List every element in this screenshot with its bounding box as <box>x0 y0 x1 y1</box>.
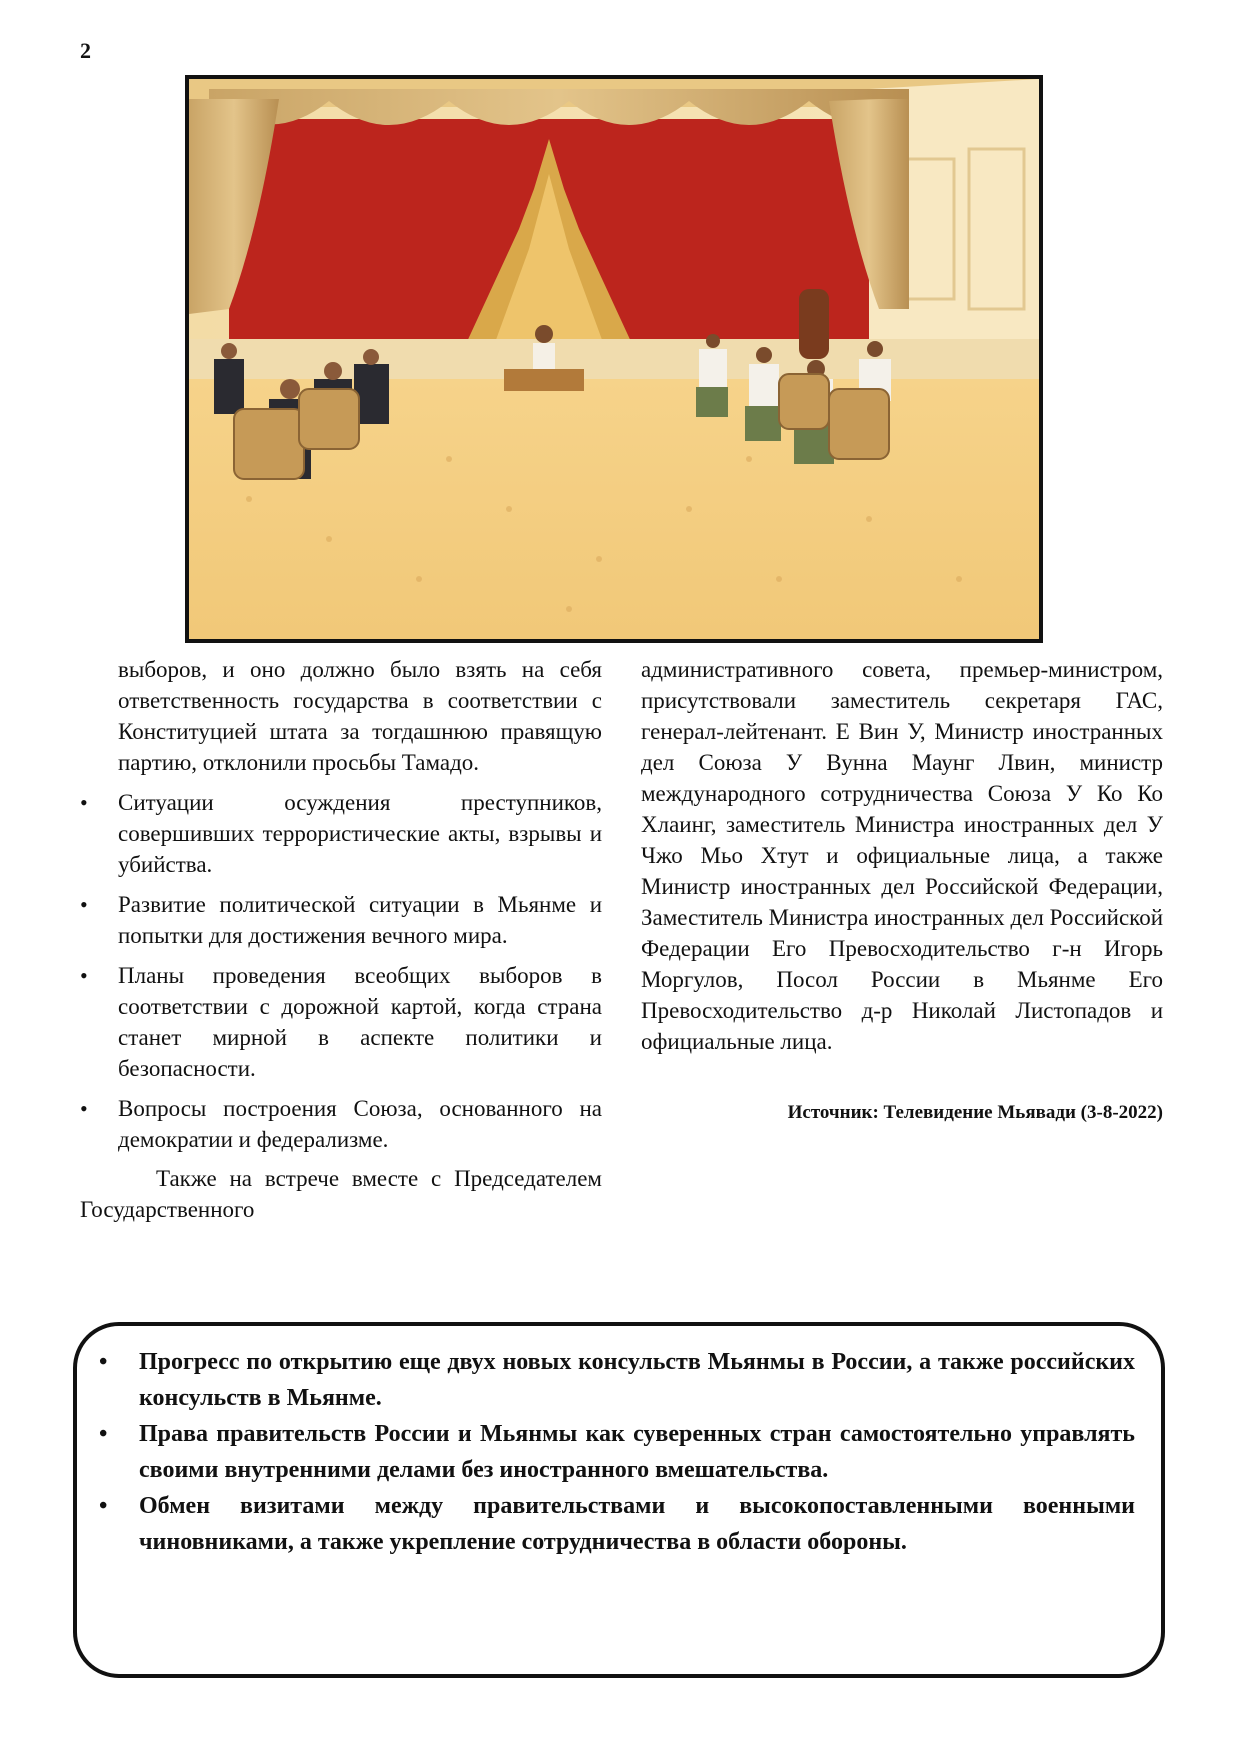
source-credit: Источник: Телевидение Мьявади (3-8-2022) <box>787 1102 1163 1123</box>
highlight-bullet-list <box>99 1344 1135 1560</box>
list-item: • Обмен визитами между правительствами и высокопоставленными военными чиновниками, а также укрепление сотрудничества в области обороны. <box>99 1488 1135 1560</box>
left-bullet-list <box>80 787 602 1155</box>
attendees-paragraph: административного совета, премьер-министром, присутствовали заместитель секретаря ГАС, генерал-лейтенант. Е Вин У, Министр иностранных дел Союза У Вунна Маунг Лвин, министр международного сотрудничества Союза У Ко Ко Хлаинг, заместитель Министра иностранных дел У Чжо Мьо Хтут и официальные лица, а также Министр иностранных дел Российской Федерации, Заместитель Министра иностранных дел Российской Федерации Его Превосходительство г-н Игорь Моргулов, Посол России в Мьянме Его Превосходительство д-р Николай Листопадов и официальные лица. <box>641 657 1163 1054</box>
list-item: • Планы проведения всеобщих выборов в соответствии с дорожной картой, когда страна станет мирной в аспекте политики и безопасности. <box>80 960 602 1084</box>
bullet-icon: • <box>80 790 88 815</box>
list-item: • Прогресс по открытию еще двух новых консульств Мьянмы в России, а также российских консульств в Мьянме. <box>99 1344 1135 1416</box>
bullet-icon: • <box>99 1421 108 1447</box>
page-number: 2 <box>80 38 91 63</box>
bullet-icon: • <box>80 1096 88 1121</box>
bullet-icon: • <box>99 1493 108 1519</box>
highlight-box <box>73 1322 1165 1678</box>
meeting-hall-illustration <box>189 79 1039 639</box>
bullet-icon: • <box>99 1349 108 1375</box>
bullet-icon: • <box>80 963 88 988</box>
continued-paragraph: выборов, и оно должно было взять на себя ответственность государства в соответствии с Конституцией штата за тогдашнюю правящую партию, отклонили просьбы Тамадо. <box>118 657 602 775</box>
right-column <box>641 654 1163 1128</box>
list-item: • Права правительств России и Мьянмы как суверенных стран самостоятельно управлять своими внутренними делами без иностранного вмешательства. <box>99 1416 1135 1488</box>
left-column <box>80 654 602 1225</box>
closing-paragraph: Также на встрече вместе с Председателем Государственного <box>80 1166 602 1222</box>
list-item: • Ситуации осуждения преступников, совершивших террористические акты, взрывы и убийства. <box>80 787 602 880</box>
list-item: • Развитие политической ситуации в Мьянме и попытки для достижения вечного мира. <box>80 889 602 951</box>
bullet-icon: • <box>80 892 88 917</box>
meeting-photo <box>185 75 1043 643</box>
list-item: • Вопросы построения Союза, основанного на демократии и федерализме. <box>80 1093 602 1155</box>
